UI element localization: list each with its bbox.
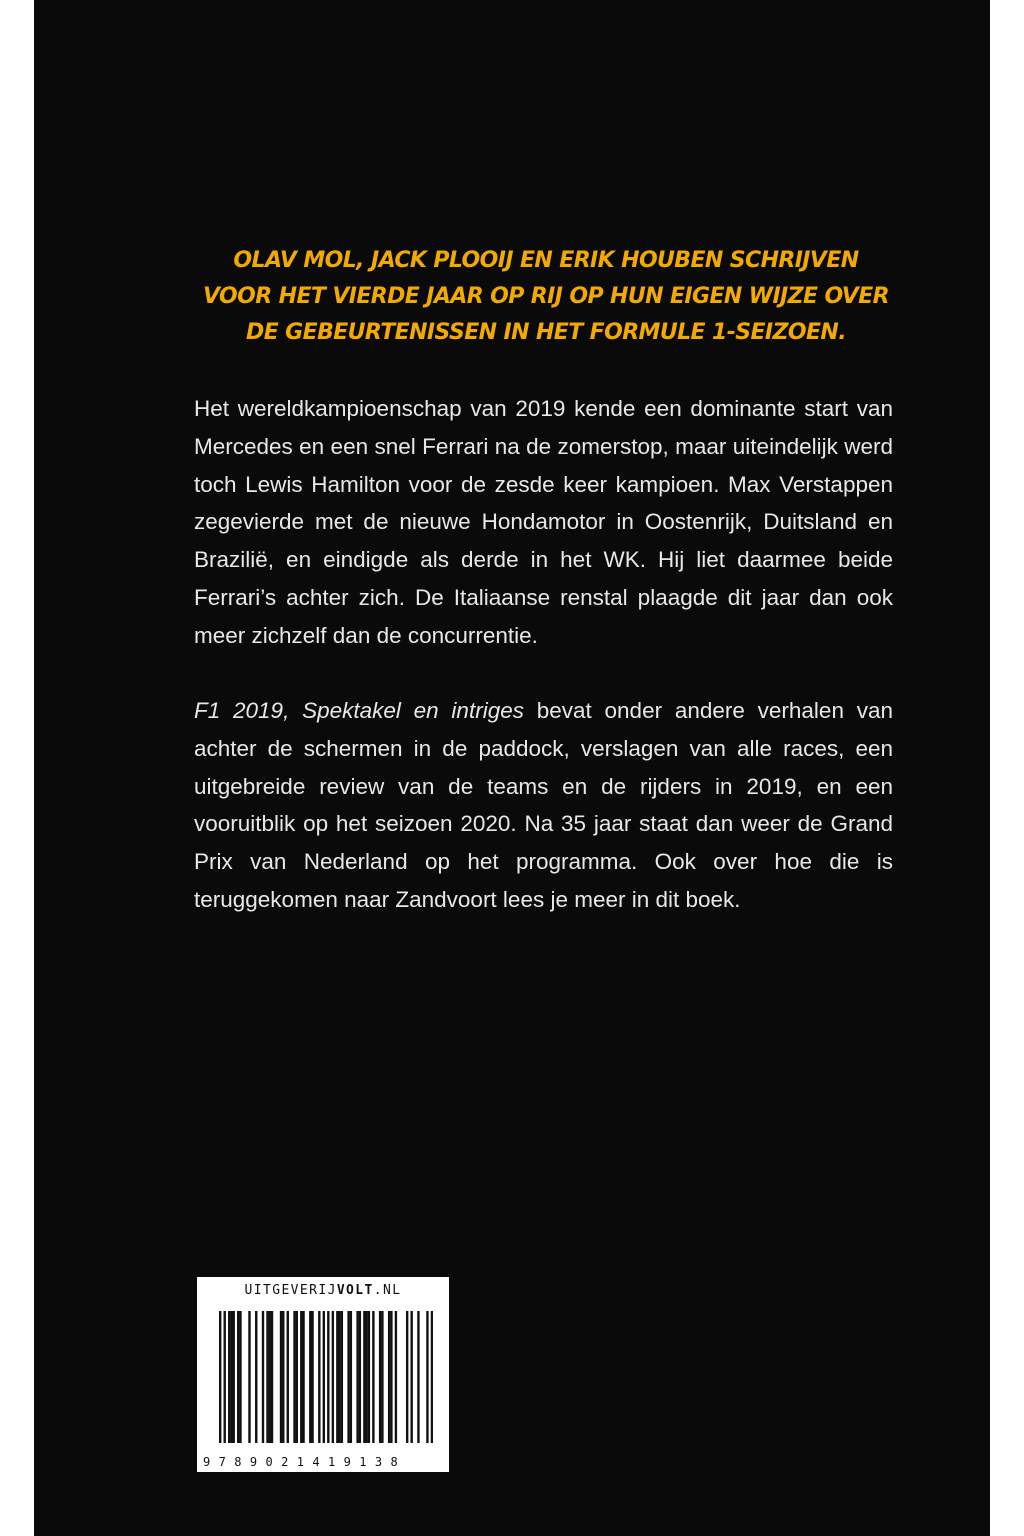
tagline-line-2: VOOR HET VIERDE JAAR OP RIJ OP HUN EIGEN WIJZE OVER	[203, 284, 889, 309]
book-title-italic: F1 2019, Spektakel en intriges	[194, 698, 524, 723]
book-back-cover	[34, 0, 990, 1536]
tagline-line-1: OLAV MOL, JACK PLOOIJ EN ERIK HOUBEN SCHRIJVEN	[233, 248, 859, 273]
barcode-panel	[195, 1275, 451, 1474]
barcode-bar	[359, 1311, 361, 1443]
barcode-bar	[388, 1311, 390, 1443]
barcode-bar	[239, 1311, 241, 1443]
publisher-prefix: UITGEVERIJ	[244, 1283, 337, 1298]
barcode-bar	[282, 1311, 284, 1443]
barcode-bar	[381, 1311, 383, 1443]
barcode-bar	[426, 1311, 428, 1443]
barcode-bar	[237, 1311, 239, 1443]
barcode-bar	[327, 1311, 329, 1443]
barcode-bar	[230, 1311, 232, 1443]
barcode-bar	[390, 1311, 392, 1443]
barcode-bar	[309, 1311, 311, 1443]
barcode-bar	[341, 1311, 343, 1443]
barcode-bar	[350, 1311, 352, 1443]
barcode-bar	[269, 1311, 271, 1443]
barcode-bar	[233, 1311, 235, 1443]
barcode-bar	[336, 1311, 338, 1443]
barcode-bar	[224, 1311, 226, 1443]
barcode-bar	[323, 1311, 325, 1443]
barcode-bar	[417, 1311, 419, 1443]
barcode-bar	[228, 1311, 230, 1443]
barcode-bar	[248, 1311, 250, 1443]
barcode-bar	[255, 1311, 257, 1443]
barcode-bars	[219, 1311, 433, 1443]
tagline-line-3: DE GEBEURTENISSEN IN HET FORMULE 1-SEIZOEN.	[246, 320, 846, 345]
cover-tagline	[174, 243, 918, 351]
barcode-bar	[368, 1311, 370, 1443]
barcode-bar	[332, 1311, 334, 1443]
barcode-bar	[219, 1311, 221, 1443]
barcode-bar	[431, 1311, 433, 1443]
blurb-paragraph-1: Het wereldkampioenschap van 2019 kende een dominante start van Mercedes en een snel Ferrari na de zomerstop, maar uiteindelijk werd toch Lewis Hamilton voor de zesde keer kampioen. Max Verstappen zegevierde met de nieuwe Hondamotor in Oostenrijk, Duitsland en Brazilië, en eindigde als derde in het WK. Hij liet daarmee beide Ferrari’s achter zich. De Italiaanse renstal plaagde dit jaar dan ook meer zichzelf dan de concurrentie.	[194, 396, 893, 648]
barcode-bar	[379, 1311, 381, 1443]
blurb-paragraph-2-text: bevat onder andere verhalen van achter de schermen in de paddock, verslagen van alle races, een uitgebreide review van de teams en de rijders in 2019, en een vooruitblik op het seizoen 2020. Na 35 jaar staat dan weer de Grand Prix van Nederland op het programma. Ook over hoe die is teruggekomen naar Zandvoort lees je meer in dit boek.	[194, 698, 893, 912]
publisher-bold: VOLT	[336, 1283, 374, 1298]
barcode-bar	[406, 1311, 408, 1443]
publisher-url	[197, 1283, 449, 1298]
barcode-bar	[338, 1311, 340, 1443]
barcode-bar	[395, 1311, 397, 1443]
barcode-bar	[293, 1311, 295, 1443]
barcode-bar	[410, 1311, 412, 1443]
barcode-bar	[287, 1311, 289, 1443]
isbn-number: 9789021419138	[203, 1455, 407, 1469]
publisher-suffix: .NL	[373, 1283, 402, 1298]
barcode-bar	[356, 1311, 358, 1443]
barcode-bar	[296, 1311, 298, 1443]
barcode-bar	[365, 1311, 367, 1443]
barcode-bar	[302, 1311, 304, 1443]
barcode-bar	[262, 1311, 264, 1443]
barcode-bar	[271, 1311, 273, 1443]
barcode-bar	[311, 1311, 313, 1443]
barcode-bar	[372, 1311, 374, 1443]
barcode-bar	[318, 1311, 320, 1443]
blurb-paragraph-2	[194, 692, 893, 919]
barcode-bar	[280, 1311, 282, 1443]
barcode-bar	[363, 1311, 365, 1443]
barcode-bar	[300, 1311, 302, 1443]
barcode-bar	[347, 1311, 349, 1443]
barcode-bar	[266, 1311, 268, 1443]
